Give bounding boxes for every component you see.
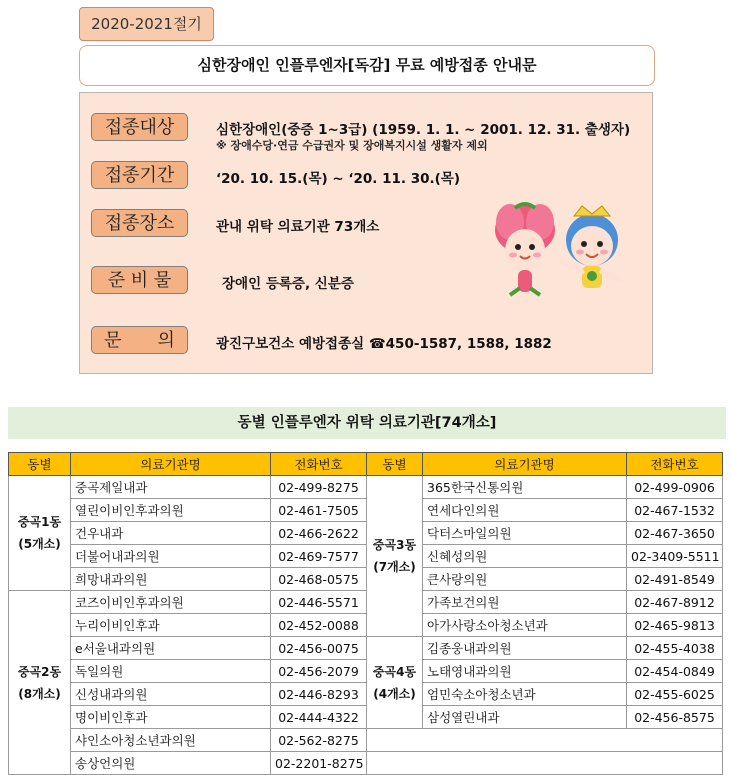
clinic-phone: 02-2201-8275 bbox=[271, 752, 367, 775]
dong-name: 중곡4동 bbox=[372, 664, 417, 679]
clinic-phone: 02-452-0088 bbox=[271, 614, 367, 637]
dong-name: 중곡2동 bbox=[17, 664, 62, 679]
table-row bbox=[9, 591, 723, 614]
boy-mascot-icon bbox=[562, 206, 620, 288]
clinic-phone: 02-467-1532 bbox=[627, 499, 723, 522]
clinic-name: e서울내과의원 bbox=[71, 637, 271, 660]
dong-cell bbox=[367, 476, 423, 637]
clinic-name: 노태영내과의원 bbox=[423, 660, 627, 683]
clinic-name: 엄민숙소아청소년과 bbox=[423, 683, 627, 706]
info-value-contact: 광진구보건소 예방접종실 ☎450-1587, 1588, 1882 bbox=[216, 336, 552, 352]
dong-name: 중곡3동 bbox=[372, 538, 417, 552]
empty-cell bbox=[367, 729, 723, 752]
info-value-target: 심한장애인(중증 1~3급) (1959. 1. 1. ~ 2001. 12. 31. 출생자) bbox=[216, 122, 631, 138]
dong-count: (4개소) bbox=[373, 686, 416, 701]
clinic-phone: 02-446-5571 bbox=[271, 591, 367, 614]
info-label-target: 접종대상 bbox=[91, 113, 188, 141]
info-note-target: ※ 장애수당·연금 수급권자 및 장애복지시설 생활자 제외 bbox=[216, 139, 488, 152]
header-clinic-left: 의료기관명 bbox=[71, 453, 271, 476]
info-value-period: ‘20. 10. 15.(목) ~ ‘20. 11. 30.(목) bbox=[216, 171, 461, 187]
clinic-name: 독일의원 bbox=[71, 660, 271, 683]
season-tag: 2020-2021절기 bbox=[79, 7, 214, 41]
table-row bbox=[9, 729, 723, 752]
clinic-name: 열린이비인후과의원 bbox=[71, 499, 271, 522]
info-value-prepare: 장애인 등록증, 신분증 bbox=[222, 276, 354, 292]
clinic-phone: 02-455-6025 bbox=[627, 683, 723, 706]
clinic-phone: 02-456-8575 bbox=[627, 706, 723, 729]
table-row bbox=[9, 614, 723, 637]
info-value-place: 관내 위탁 의료기관 73개소 bbox=[216, 219, 380, 235]
clinic-phone: 02-491-8549 bbox=[627, 568, 723, 591]
clinic-name: 삼성열린내과 bbox=[423, 706, 627, 729]
header-phone-left: 전화번호 bbox=[271, 453, 367, 476]
table-row bbox=[9, 706, 723, 729]
table-row bbox=[9, 476, 723, 499]
dong-cell bbox=[367, 637, 423, 729]
clinic-phone: 02-456-2079 bbox=[271, 660, 367, 683]
dong-name: 중곡1동 bbox=[17, 515, 62, 529]
clinic-phone: 02-455-4038 bbox=[627, 637, 723, 660]
table-row bbox=[9, 568, 723, 591]
empty-cell bbox=[367, 752, 723, 775]
header-phone-right: 전화번호 bbox=[627, 453, 723, 476]
clinic-name: 중곡제일내과 bbox=[71, 476, 271, 499]
clinic-name: 닥터스마일의원 bbox=[423, 522, 627, 545]
dong-count: (8개소) bbox=[18, 686, 61, 701]
clinic-name: 송상언의원 bbox=[71, 752, 271, 775]
header-dong-right: 동별 bbox=[367, 453, 423, 476]
clinic-phone: 02-467-8912 bbox=[627, 591, 723, 614]
table-row bbox=[9, 522, 723, 545]
clinic-name: 샤인소아청소년과의원 bbox=[71, 729, 271, 752]
dong-cell bbox=[9, 591, 71, 775]
info-label-place: 접종장소 bbox=[91, 209, 188, 237]
table-row bbox=[9, 660, 723, 683]
clinic-phone: 02-499-0906 bbox=[627, 476, 723, 499]
clinics-table bbox=[8, 452, 723, 775]
clinic-phone: 02-446-8293 bbox=[271, 683, 367, 706]
header-dong-left: 동별 bbox=[9, 453, 71, 476]
section-title: 동별 인플루엔자 위탁 의료기관[74개소] bbox=[8, 407, 726, 439]
clinic-phone: 02-454-0849 bbox=[627, 660, 723, 683]
table-header-row bbox=[9, 453, 723, 476]
clinic-phone: 02-444-4322 bbox=[271, 706, 367, 729]
clinic-phone: 02-461-7505 bbox=[271, 499, 367, 522]
dong-cell bbox=[9, 476, 71, 591]
clinic-phone: 02-3409-5511 bbox=[627, 545, 723, 568]
clinic-name: 가족보건의원 bbox=[423, 591, 627, 614]
table-row bbox=[9, 637, 723, 660]
table-row bbox=[9, 683, 723, 706]
flower-mascot-icon bbox=[495, 204, 555, 295]
clinic-name: 건우내과 bbox=[71, 522, 271, 545]
table-row bbox=[9, 545, 723, 568]
clinic-name: 신혜성의원 bbox=[423, 545, 627, 568]
clinic-name: 누리이비인후과 bbox=[71, 614, 271, 637]
dong-count: (7개소) bbox=[373, 560, 416, 574]
clinic-name: 희망내과의원 bbox=[71, 568, 271, 591]
clinic-name: 김종웅내과의원 bbox=[423, 637, 627, 660]
info-label-prepare: 준 비 물 bbox=[91, 266, 188, 294]
clinic-name: 연세다인의원 bbox=[423, 499, 627, 522]
clinic-phone: 02-469-7577 bbox=[271, 545, 367, 568]
clinic-name: 명이비인후과 bbox=[71, 706, 271, 729]
dong-count: (5개소) bbox=[18, 537, 61, 551]
table-row bbox=[9, 499, 723, 522]
header-clinic-right: 의료기관명 bbox=[423, 453, 627, 476]
info-label-contact: 문 의 bbox=[91, 326, 188, 354]
clinic-phone: 02-466-2622 bbox=[271, 522, 367, 545]
clinic-phone: 02-468-0575 bbox=[271, 568, 367, 591]
clinic-name: 큰사랑의원 bbox=[423, 568, 627, 591]
clinic-phone: 02-467-3650 bbox=[627, 522, 723, 545]
info-label-period: 접종기간 bbox=[91, 161, 188, 189]
clinic-name: 365한국신통의원 bbox=[423, 476, 627, 499]
table-row bbox=[9, 752, 723, 775]
clinic-name: 코즈이비인후과의원 bbox=[71, 591, 271, 614]
notice-title: 심한장애인 인플루엔자[독감] 무료 예방접종 안내문 bbox=[79, 45, 655, 86]
clinic-name: 더불어내과의원 bbox=[71, 545, 271, 568]
clinic-name: 아가사랑소아청소년과 bbox=[423, 614, 627, 637]
clinic-phone: 02-562-8275 bbox=[271, 729, 367, 752]
mascot-characters-icon bbox=[480, 200, 640, 310]
clinic-name: 신성내과의원 bbox=[71, 683, 271, 706]
clinic-phone: 02-456-0075 bbox=[271, 637, 367, 660]
clinic-phone: 02-465-9813 bbox=[627, 614, 723, 637]
clinic-phone: 02-499-8275 bbox=[271, 476, 367, 499]
